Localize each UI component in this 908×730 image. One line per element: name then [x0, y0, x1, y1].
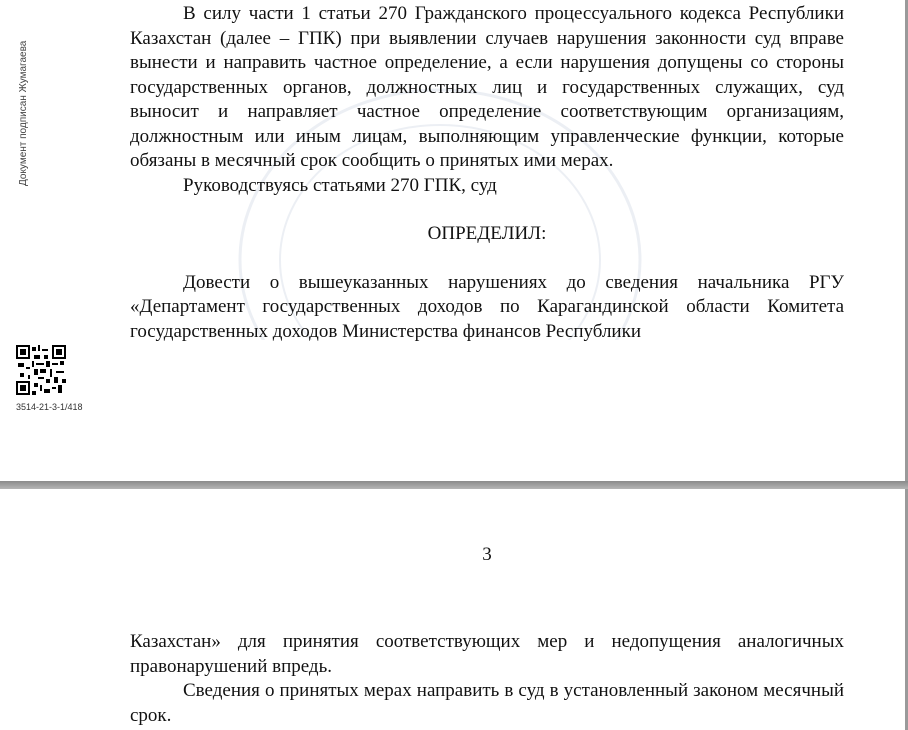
page-number: 3 [482, 544, 492, 565]
paragraph-continuation: Казахстан» для принятия соответствующих мер и недопущения аналогичных правонарушений впредь. [130, 631, 844, 677]
paragraph-ruling: Довести о вышеуказанных нарушениях до сведения начальника РГУ «Департамент государственных доходов по Карагандинской области Комитета государственных доходов Министерства финансов Республики [130, 271, 844, 342]
qr-caption: 3514-21-3-1/418 [16, 402, 83, 412]
paragraph-legal-basis: В силу части 1 статьи 270 Гражданского процессуального кодекса Республики Казахстан (далее – ГПК) при выявлении случаев нарушения законности суд вправе вынести и направить частное определение, а если нарушения допущены со стороны государственных органов, должностных лиц и государственных служащих, суд выносит и направляет частное определение соответствующим организациям, должностным или иным лицам, выполняющим управленческие функции, которые обязаны в месячный срок сообщить о принятых ими мерах. [130, 3, 844, 171]
qr-code-icon [16, 345, 66, 395]
paragraph-guided-by: Руководствуясь статьями 270 ГПК, суд [183, 174, 497, 196]
page-separator [0, 481, 908, 489]
page2-text [130, 2, 844, 344]
signature-stamp-text: Документ подписан Жумагаева [18, 40, 29, 186]
ruling-heading: ОПРЕДЕЛИЛ: [427, 223, 547, 244]
document-page-3 [0, 489, 908, 730]
page3-text [130, 630, 844, 728]
paragraph-report-measures: Сведения о принятых мерах направить в суд в установленный законом месячный срок. [130, 680, 844, 726]
